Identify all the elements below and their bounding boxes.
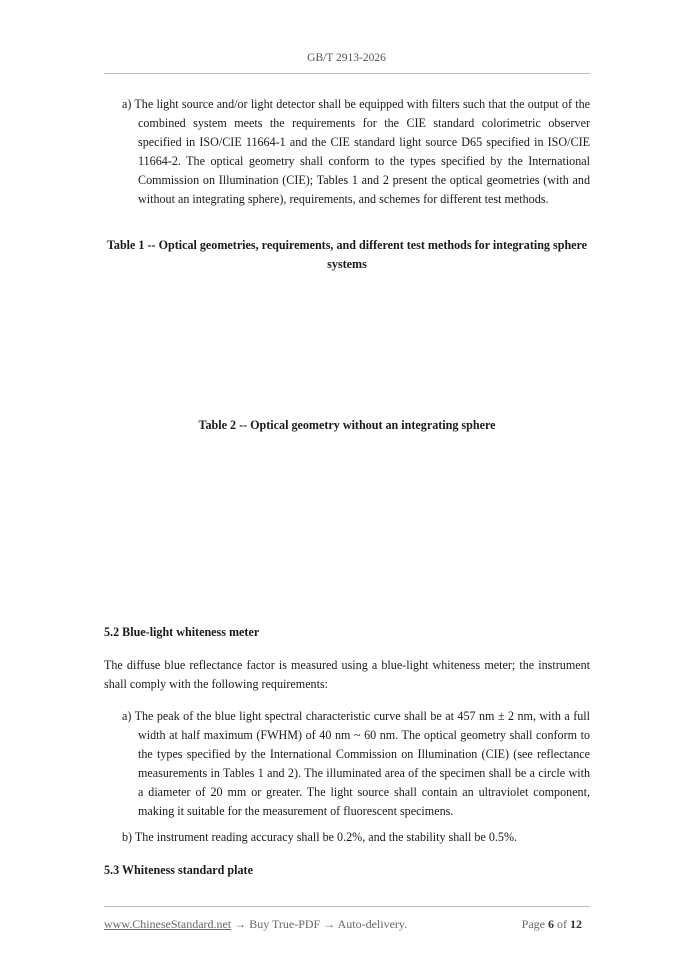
total-pages: 12	[570, 917, 582, 931]
list-item-b-accuracy: b) The instrument reading accuracy shall be 0.2%, and the stability shall be 0.5%.	[122, 830, 518, 844]
arrow-right-icon: →	[323, 917, 336, 931]
standard-number: GB/T 2913-2026	[307, 52, 386, 64]
section-5-2-item-b-block	[104, 828, 590, 847]
page-number	[522, 917, 582, 932]
buy-true-pdf-text: Buy True-PDF	[249, 917, 321, 931]
list-item-a-spectral: a) The peak of the blue light spectral characteristic curve shall be at 457 nm ± 2 nm, with a full width at half maximum (FWHM) of 40 nm ~ 60 nm. The optical geometry shall conform to the types specified by the International Commission on Illumination (CIE) (see reflectance measurements in Tables 1 and 2). The illuminated area of the specimen shall be a circle with a diameter of 20 mm or greater. The light source shall contain an ultraviolet component, making it suitable for the measurement of fluorescent specimens.	[122, 709, 590, 818]
of-word: of	[557, 917, 567, 931]
section-5-3-heading: 5.3 Whiteness standard plate	[104, 863, 253, 877]
section-5-2-item-a-block	[104, 707, 590, 821]
header-divider	[104, 73, 590, 74]
current-page: 6	[548, 917, 554, 931]
site-link[interactable]: www.ChineseStandard.net	[104, 917, 232, 931]
page-word: Page	[521, 917, 545, 931]
arrow-right-icon: →	[234, 917, 247, 931]
table-1-caption: Table 1 -- Optical geometries, requirements, and different test methods for integrating sphere systems	[106, 238, 588, 271]
list-item-a-filters: a) The light source and/or light detector shall be equipped with filters such that the output of the combined system meets the requirements for the CIE standard colorimetric observer specified in ISO/CIE 11664-1 and the CIE standard light source D65 specified in ISO/CIE 11664-2. The optical geometry shall conform to the types specified by the International Commission on Illumination (CIE); Tables 1 and 2 present the optical geometries (with and without an integrating sphere), requirements, and schemes for different test methods.	[122, 97, 590, 206]
page-footer	[104, 917, 590, 932]
table-2-caption: Table 2 -- Optical geometry without an integrating sphere	[198, 418, 496, 432]
section-5-2-intro: The diffuse blue reflectance factor is measured using a blue-light whiteness meter; the instrument shall comply with the following requirements:	[104, 658, 590, 691]
auto-delivery-text: Auto-delivery.	[337, 917, 408, 931]
section-5-1-item-a-block	[104, 95, 590, 209]
section-5-2-heading: 5.2 Blue-light whiteness meter	[104, 625, 260, 639]
section-5-2-intro-block	[104, 656, 590, 694]
footer-divider	[104, 906, 590, 907]
